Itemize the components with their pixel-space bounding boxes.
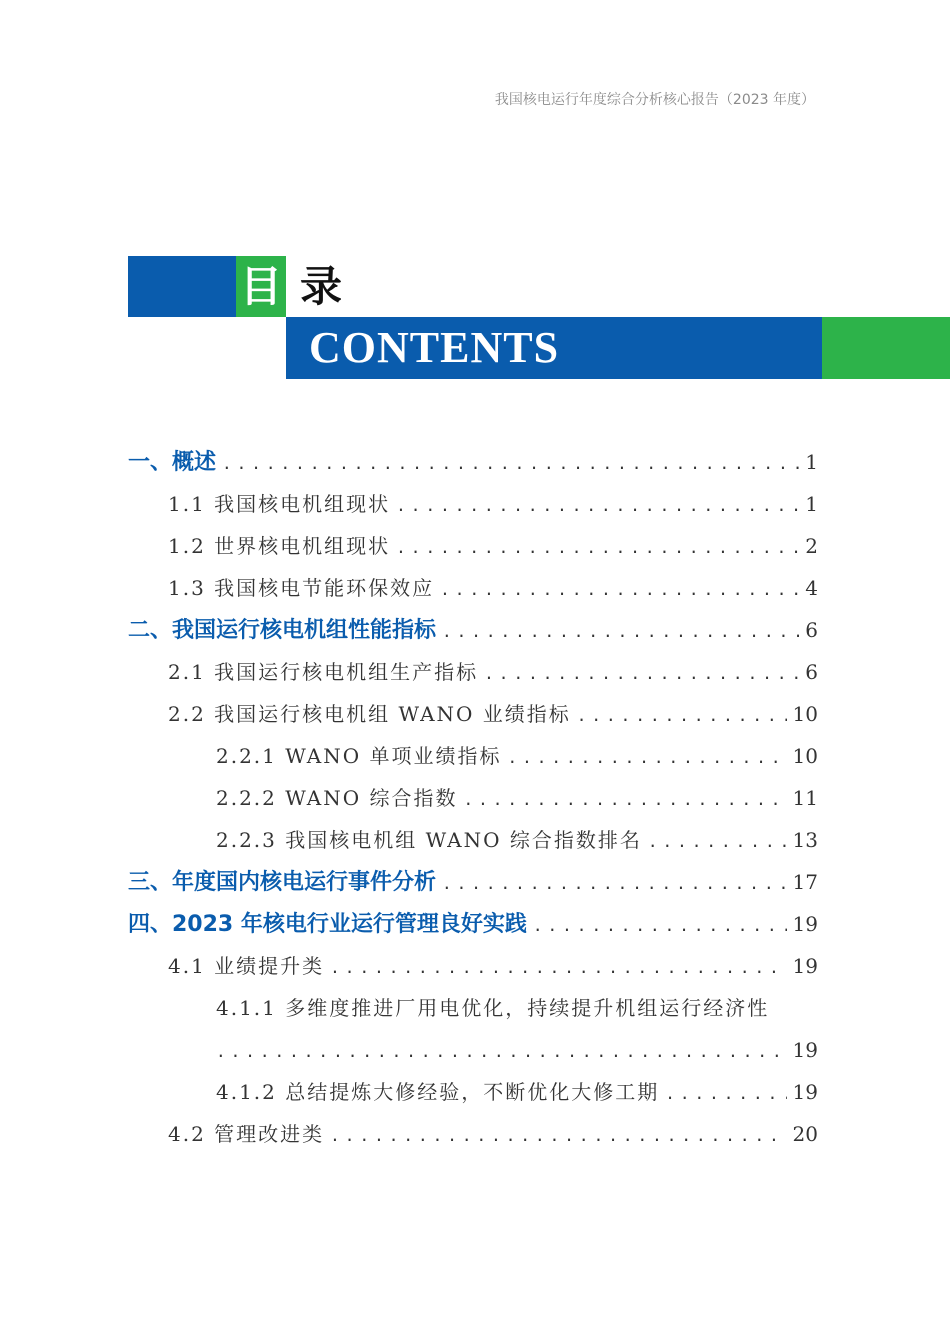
toc-entry-label: 2.1 我国运行核电机组生产指标 [168,660,479,684]
toc-entry-2-2[interactable] [168,694,818,734]
toc-leader-dots [665,1074,786,1114]
toc-leader-dots [442,864,787,904]
toc-leader-dots [440,570,799,610]
toc-leader-dots [442,612,799,652]
toc-page-number: 4 [805,576,818,600]
running-header: 我国核电运行年度综合分析核心报告（2023 年度） [494,92,815,108]
toc-page-number: 6 [805,660,818,684]
toc-entry-label: 1.3 我国核电节能环保效应 [168,576,435,600]
toc-leader-dots [222,444,799,484]
toc-entry-label: 4.1 业绩提升类 [168,954,325,978]
toc-entry-label: 4.2 管理改进类 [168,1122,325,1146]
toc-entry-label: 2.2.1 WANO 单项业绩指标 [216,744,502,768]
toc-page-number: 19 [792,954,818,978]
toc-page-number: 10 [792,744,818,768]
toc-page-number: 13 [792,828,818,852]
toc-page-number: 2 [805,534,818,558]
toc-entry-2-2-3[interactable] [216,820,818,860]
toc-entry-1[interactable] [128,442,818,482]
contents-heading: CONTENTS [309,323,560,372]
toc-entry-2[interactable] [128,610,818,650]
toc-leader-dots [216,1032,787,1072]
toc-leader-dots [508,738,787,778]
toc-page-number: 6 [805,618,818,642]
toc-leader-dots [577,696,787,736]
toc-page-number: 10 [792,702,818,726]
toc-leader-dots [396,528,799,568]
toc-page-number: 19 [792,912,818,936]
toc-entry-4-1-1[interactable] [216,988,818,1028]
toc-entry-label: 二、我国运行核电机组性能指标 [128,618,437,643]
toc-page-number: 19 [792,1038,818,1062]
toc-leader-dots [648,822,787,862]
toc-leader-dots [330,948,786,988]
toc-entry-2-2-1[interactable] [216,736,818,776]
toc-entry-label: 四、2023 年核电行业运行管理良好实践 [128,912,527,937]
toc-page-number: 20 [792,1122,818,1146]
toc-entry-1-3[interactable] [168,568,818,608]
toc-entry-4-1-1-continued[interactable] [216,1030,818,1070]
toc-entry-2-2-2[interactable] [216,778,818,818]
toc-entry-label: 2.2.2 WANO 综合指数 [216,786,458,810]
toc-entry-1-2[interactable] [168,526,818,566]
toc-page-number: 17 [792,870,818,894]
toc-entry-label: 1.1 我国核电机组现状 [168,492,391,516]
toc-entry-4-1-2[interactable] [216,1072,818,1112]
toc-leader-dots [396,486,799,526]
toc-page-number: 19 [792,1080,818,1104]
toc-entry-3[interactable] [128,862,818,902]
title-band-blue-top [128,256,236,317]
toc-page-number: 1 [805,450,818,474]
toc-entry-2-1[interactable] [168,652,818,692]
toc-entry-label: 1.2 世界核电机组现状 [168,534,391,558]
toc-page-number: 1 [805,492,818,516]
toc-entry-label: 2.2 我国运行核电机组 WANO 业绩指标 [168,702,571,726]
title-band-green-right [822,317,950,379]
toc-entry-4-2[interactable] [168,1114,818,1154]
toc-entry-label: 4.1.1 多维度推进厂用电优化，持续提升机组运行经济性 [216,996,770,1020]
toc-entry-1-1[interactable] [168,484,818,524]
toc-leader-dots [533,906,787,946]
toc-entry-4-1[interactable] [168,946,818,986]
toc-entry-label: 三、年度国内核电运行事件分析 [128,870,437,895]
toc-entry-label: 2.2.3 我国核电机组 WANO 综合指数排名 [216,828,642,852]
toc-entry-label: 一、概述 [128,450,217,475]
toc-leader-dots [330,1116,786,1156]
title-char-lu: 录 [300,262,343,311]
toc-leader-dots [464,780,787,820]
toc-entry-4[interactable] [128,904,818,944]
toc-page-number: 11 [792,786,818,810]
toc-leader-dots [484,654,799,694]
toc-entry-label: 4.1.2 总结提炼大修经验，不断优化大修工期 [216,1080,660,1104]
title-char-mu: 目 [239,262,282,311]
